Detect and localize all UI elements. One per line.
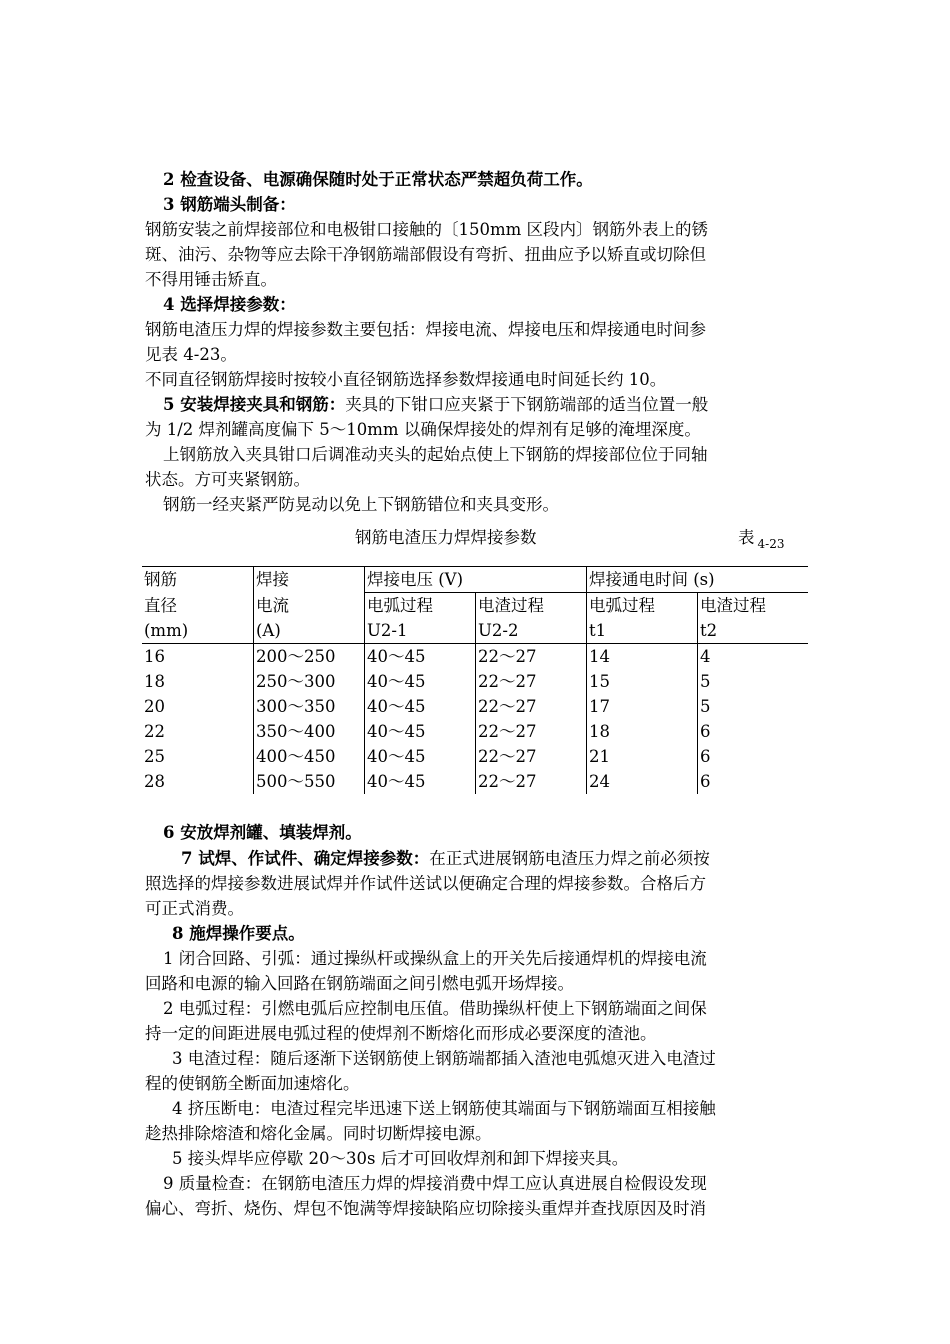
table-cell: 28 [142, 769, 254, 794]
table-row [142, 769, 808, 794]
table-row [142, 694, 808, 719]
paragraph-line: 见表 4-23。 [145, 345, 237, 364]
paragraph-line: 2 检查设备、电源确保随时处于正常状态严禁超负荷工作。 [163, 170, 593, 189]
table-cell: 40～45 [365, 644, 476, 670]
table-cell: 250～300 [254, 669, 365, 694]
header-cell: 钢筋 [142, 567, 254, 593]
paragraph-line: 5 安装焊接夹具和钢筋：夹具的下钳口应夹紧于下钢筋端部的适当位置一般 [163, 395, 709, 414]
table-cell: 18 [587, 719, 698, 744]
table-number: 4-23 [757, 537, 785, 551]
table-cell: 20 [142, 694, 254, 719]
paragraph-line: 回路和电源的输入回路在钢筋端面之间引燃电弧开场焊接。 [145, 974, 574, 993]
paragraph-line: 可正式消费。 [145, 899, 244, 918]
table-cell: 500～550 [254, 769, 365, 794]
table-cell: 22～27 [476, 694, 587, 719]
welding-parameters-table [142, 566, 808, 794]
table-header-row [142, 618, 808, 644]
header-cell: t1 [587, 618, 698, 644]
paragraph-line: 钢筋安装之前焊接部位和电极钳口接触的〔150mm 区段内〕钢筋外表上的锈 [145, 220, 709, 239]
paragraph-line: 6 安放焊剂罐、填装焊剂。 [163, 823, 362, 842]
header-cell: 电弧过程 [365, 593, 476, 619]
header-time: 焊接通电时间 (s) [587, 567, 809, 593]
table-cell: 400～450 [254, 744, 365, 769]
table-cell: 18 [142, 669, 254, 694]
table-cell: 24 [587, 769, 698, 794]
table-header-row [142, 593, 808, 619]
header-cell: U2-2 [476, 618, 587, 644]
table-cell: 40～45 [365, 769, 476, 794]
table-cell: 5 [700, 672, 711, 691]
table-cell: 6 [700, 772, 711, 791]
header-cell: 直径 [142, 593, 254, 619]
table-row [142, 669, 808, 694]
table-cell: 200～250 [254, 644, 365, 670]
table-cell: 17 [587, 694, 698, 719]
table-cell: 14 [587, 644, 698, 670]
paragraph-line: 程的使钢筋全断面加速熔化。 [145, 1074, 360, 1093]
header-cell: 焊接 [254, 567, 365, 593]
table-cell: 22 [142, 719, 254, 744]
paragraph-line: 上钢筋放入夹具钳口后调准动夹头的起始点使上下钢筋的焊接部位位于同轴 [163, 445, 708, 464]
table-cell: 350～400 [254, 719, 365, 744]
header-cell: U2-1 [365, 618, 476, 644]
paragraph-line: 不得用锤击矫直。 [145, 270, 277, 289]
paragraph-line: 为 1/2 焊剂罐高度偏下 5～10mm 以确保焊接处的焊剂有足够的淹埋深度。 [145, 420, 701, 439]
table-cell: 21 [587, 744, 698, 769]
paragraph-line: 7 试焊、作试件、确定焊接参数：在正式进展钢筋电渣压力焊之前必须按 [181, 849, 710, 868]
table-cell: 4 [700, 647, 711, 666]
paragraph-line: 4 选择焊接参数： [163, 295, 296, 314]
table-row [142, 644, 808, 670]
paragraph-line: 不同直径钢筋焊接时按较小直径钢筋选择参数焊接通电时间延长约 10。 [145, 370, 667, 389]
table-cell: 22～27 [476, 719, 587, 744]
paragraph-line: 1 闭合回路、引弧：通过操纵杆或操纵盒上的开关先后接通焊机的焊接电流 [163, 949, 707, 968]
table-cell: 40～45 [365, 744, 476, 769]
paragraph-line: 5 接头焊毕应停歇 20～30s 后才可回收焊剂和卸下焊接夹具。 [172, 1149, 629, 1168]
table-cell: 22～27 [476, 769, 587, 794]
table-cell: 6 [700, 747, 711, 766]
table-cell: 6 [700, 722, 711, 741]
paragraph-line: 钢筋电渣压力焊的焊接参数主要包括：焊接电流、焊接电压和焊接通电时间参 [145, 320, 706, 339]
table-cell: 22～27 [476, 669, 587, 694]
paragraph-line: 偏心、弯折、烧伤、焊包不饱满等焊接缺陷应切除接头重焊并查找原因及时消 [145, 1199, 706, 1218]
header-voltage: 焊接电压 (V) [365, 567, 587, 593]
header-cell: t2 [698, 618, 809, 644]
header-cell: (mm) [142, 618, 254, 644]
paragraph-line: 8 施焊操作要点。 [172, 924, 305, 943]
table-label: 表 $_{4-23}$ [738, 528, 785, 551]
table-cell: 22～27 [476, 744, 587, 769]
header-cell: 电渣过程 [700, 596, 766, 615]
paragraph-line: 持一定的间距进展电弧过程的使焊剂不断熔化而形成必要深度的渣池。 [145, 1024, 657, 1043]
paragraph-line: 状态。方可夹紧钢筋。 [145, 470, 310, 489]
table-caption: 钢筋电渣压力焊焊接参数 [355, 528, 537, 547]
table-row [142, 744, 808, 769]
paragraph-line: 9 质量检查：在钢筋电渣压力焊的焊接消费中焊工应认真进展自检假设发现 [163, 1174, 707, 1193]
table-row [142, 719, 808, 744]
paragraph-line: 3 电渣过程：随后逐渐下送钢筋使上钢筋端都插入渣池电弧熄灭进入电渣过 [172, 1049, 716, 1068]
table-cell: 15 [587, 669, 698, 694]
table-cell: 40～45 [365, 669, 476, 694]
paragraph-line: 斑、油污、杂物等应去除干净钢筋端部假设有弯折、扭曲应予以矫直或切除但 [145, 245, 706, 264]
header-cell: (A) [254, 618, 365, 644]
table-cell: 40～45 [365, 719, 476, 744]
paragraph-line: 3 钢筋端头制备： [163, 195, 296, 214]
table-cell: 300～350 [254, 694, 365, 719]
table-cell: 16 [142, 644, 254, 670]
paragraph-line: 照选择的焊接参数进展试焊并作试件送试以便确定合理的焊接参数。合格后方 [145, 874, 706, 893]
paragraph-line: 2 电弧过程：引燃电弧后应控制电压值。借助操纵杆使上下钢筋端面之间保 [163, 999, 707, 1018]
header-cell: 电弧过程 [587, 593, 698, 619]
paragraph-line: 钢筋一经夹紧严防晃动以免上下钢筋错位和夹具变形。 [163, 495, 559, 514]
table-cell: 5 [700, 697, 711, 716]
header-cell: 电流 [254, 593, 365, 619]
table-header-row [142, 567, 808, 593]
table-cell: 25 [142, 744, 254, 769]
table-cell: 22～27 [476, 644, 587, 670]
paragraph-line: 趁热排除熔渣和熔化金属。同时切断焊接电源。 [145, 1124, 492, 1143]
paragraph-line: 4 挤压断电：电渣过程完毕迅速下送上钢筋使其端面与下钢筋端面互相接触 [172, 1099, 716, 1118]
header-cell: 电渣过程 [476, 593, 587, 619]
table-cell: 40～45 [365, 694, 476, 719]
